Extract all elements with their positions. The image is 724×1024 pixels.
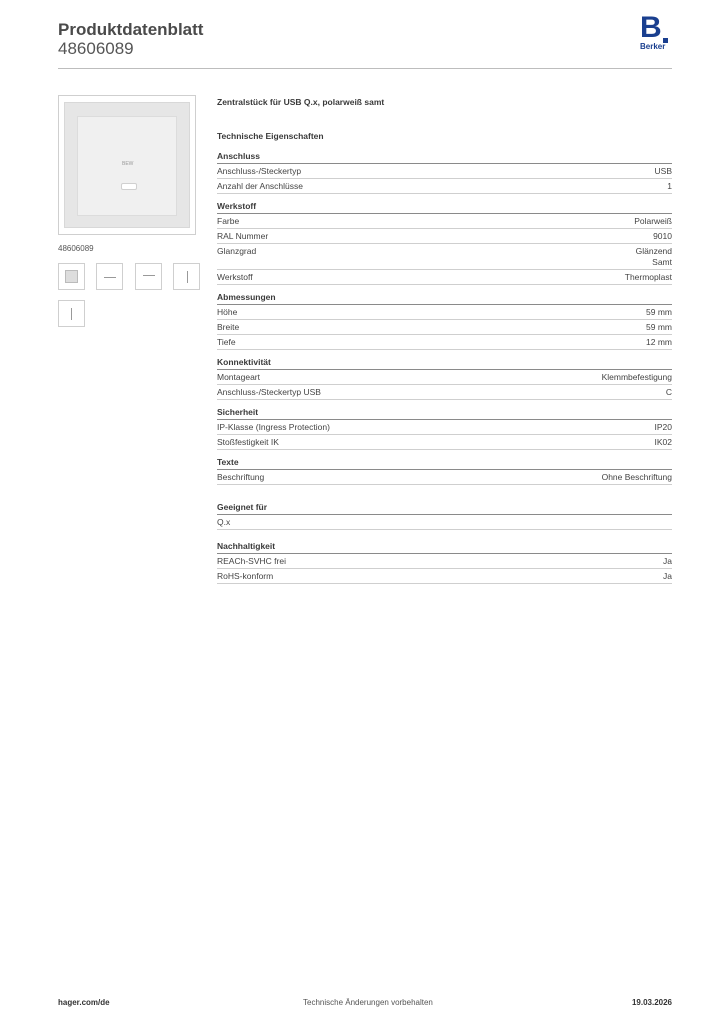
spec-row	[217, 554, 672, 569]
spec-label: REACh-SVHC frei	[217, 555, 286, 566]
spec-row	[217, 385, 672, 400]
spec-row	[217, 335, 672, 350]
spec-value: Polarweiß	[634, 215, 672, 226]
product-image	[58, 95, 196, 235]
spec-row	[217, 229, 672, 244]
brand-name: Berker	[640, 42, 666, 51]
image-caption: 48606089	[58, 244, 94, 253]
product-insert	[77, 116, 177, 216]
section-title: Abmessungen	[217, 291, 672, 305]
spec-row	[217, 179, 672, 194]
section-title: Geeignet für	[217, 501, 672, 515]
berker-logo-mark: B	[640, 11, 662, 44]
spec-value: 59 mm	[646, 321, 672, 332]
spec-value-line: Samt	[652, 256, 672, 267]
spec-label: Beschriftung	[217, 471, 265, 482]
spec-value: 59 mm	[646, 306, 672, 317]
spec-label: Anschluss-/Steckertyp USB	[217, 386, 321, 397]
spec-row	[217, 214, 672, 229]
spec-value: Ja	[663, 570, 672, 581]
page-title: Produktdatenblatt	[58, 20, 204, 39]
spec-label: RAL Nummer	[217, 230, 269, 241]
thumbnail-section[interactable]	[58, 300, 85, 327]
spec-row	[217, 320, 672, 335]
footer-date: 19.03.2026	[631, 998, 672, 1007]
spec-value: IK02	[654, 436, 672, 447]
spec-label: Stoßfestigkeit IK	[217, 436, 279, 447]
spec-row	[217, 470, 672, 485]
spec-label: IP-Klasse (Ingress Protection)	[217, 421, 330, 432]
thumbnail-front[interactable]	[58, 263, 85, 290]
spec-value: IP20	[654, 421, 672, 432]
product-number: 48606089	[58, 39, 134, 58]
section-abmessungen	[217, 291, 672, 350]
spec-label: Anzahl der Anschlüsse	[217, 180, 303, 191]
spec-value: C	[665, 386, 672, 397]
spec-value: Thermoplast	[624, 271, 672, 282]
section-nachhaltigkeit	[217, 540, 672, 584]
section-texte	[217, 456, 672, 485]
thumbnail-side[interactable]	[96, 263, 123, 290]
product-plate	[64, 102, 190, 228]
spec-row	[217, 244, 672, 270]
spec-label: Q.x	[217, 516, 231, 527]
section-title: Texte	[217, 456, 672, 470]
spec-row	[217, 370, 672, 385]
spec-value: Ohne Beschriftung	[601, 471, 672, 482]
insert-label: BEW	[122, 161, 134, 167]
spec-value	[636, 246, 672, 268]
section-werkstoff	[217, 200, 672, 285]
section-geeignet-fuer	[217, 501, 672, 530]
spec-value: 12 mm	[646, 336, 672, 347]
spec-subtitle: Technische Eigenschaften	[217, 131, 324, 141]
spec-value: USB	[654, 165, 672, 176]
spec-row	[217, 515, 672, 530]
spec-value: 1	[667, 180, 672, 191]
spec-column	[217, 95, 672, 590]
spec-label: RoHS-konform	[217, 570, 274, 581]
spec-row	[217, 420, 672, 435]
section-title: Sicherheit	[217, 406, 672, 420]
section-sicherheit	[217, 406, 672, 450]
berker-logo	[636, 11, 676, 56]
spec-label: Anschluss-/Steckertyp	[217, 165, 302, 176]
thumbnail-top[interactable]	[135, 263, 162, 290]
footer-disclaimer: Technische Änderungen vorbehalten	[303, 998, 433, 1007]
spec-label: Werkstoff	[217, 271, 253, 282]
header-divider	[58, 68, 672, 69]
spec-value: 9010	[653, 230, 672, 241]
spec-label: Glanzgrad	[217, 245, 257, 256]
spec-value: Ja	[663, 555, 672, 566]
spec-label: Höhe	[217, 306, 238, 317]
spec-label: Montageart	[217, 371, 260, 382]
spec-row	[217, 569, 672, 584]
usb-port-icon	[121, 183, 137, 190]
section-title: Konnektivität	[217, 356, 672, 370]
spec-value: Klemmbefestigung	[601, 371, 672, 382]
spec-row	[217, 305, 672, 320]
spec-label: Tiefe	[217, 336, 236, 347]
spec-label: Farbe	[217, 215, 240, 226]
spec-label: Breite	[217, 321, 240, 332]
section-title: Werkstoff	[217, 200, 672, 214]
spec-value-line: Glänzend	[635, 245, 672, 256]
product-title: Zentralstück für USB Q.x, polarweiß samt	[217, 97, 385, 107]
section-title: Anschluss	[217, 150, 672, 164]
footer-website[interactable]: hager.com/de	[58, 998, 110, 1007]
spec-row	[217, 164, 672, 179]
spec-row	[217, 270, 672, 285]
spec-row	[217, 435, 672, 450]
thumbnail-profile[interactable]	[173, 263, 200, 290]
section-konnektivitaet	[217, 356, 672, 400]
section-anschluss	[217, 150, 672, 194]
section-title: Nachhaltigkeit	[217, 540, 672, 554]
